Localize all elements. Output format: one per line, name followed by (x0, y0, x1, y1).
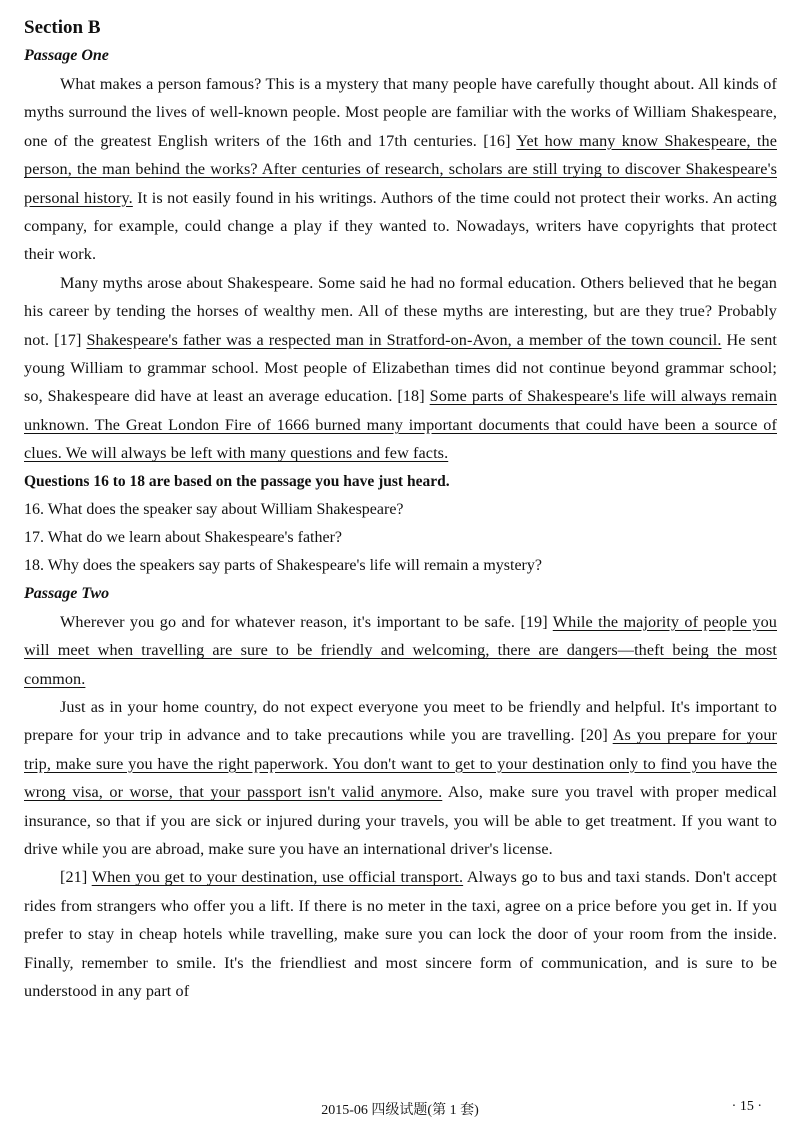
underlined-text-run: When you get to your destination, use official transport. (91, 868, 464, 887)
page-number: · 15 · (731, 1099, 762, 1114)
questions-heading: Questions 16 to 18 are based on the passage you have just heard. (24, 472, 450, 490)
page-footer (0, 1097, 800, 1121)
text-run: Also, make sure you travel with proper medical insurance, so that if you are sick or injured during your travels, you will be able to get treatment. If you want to drive while you are abroad, make sure you have an international driver's license. (24, 783, 777, 858)
underlined-text-run: As you prepare for your trip, make sure you have the right paperwork. You don't want to get to your destination only to find you have the wrong visa, or worse, that your passport isn't valid anymore. (24, 726, 778, 802)
text-run: Always go to bus and taxi stands. Don't accept rides from strangers who offer you a lift. If there is no meter in the taxi, agree on a price before you get in. If you prefer to stay in cheap hotels while travelling, make sure you can lock the door of your room from the inside. Finally, remember to smile. It's the friendliest and most sincere form of communication, and is sure to be understood in any part of (24, 868, 777, 1000)
passage-two-paragraph-1 (24, 608, 777, 693)
passage-two-title: Passage Two (24, 584, 110, 602)
underlined-text-run: Shakespeare's father was a respected man in Stratford-on-Avon, a member of the town council. (86, 330, 722, 349)
underlined-text-run: Some parts of Shakespeare's life will always remain unknown. The Great London Fire of 1666 burned many important documents that could have been a source of clues. We will always be left with many questions and few facts. (24, 387, 777, 463)
underlined-text-run: While the majority of people you will meet when travelling are sure to be friendly and welcoming, there are dangers—theft being the most common. (24, 612, 778, 688)
passage-two-paragraph-3 (24, 863, 777, 1005)
text-run: Just as in your home country, do not expect everyone you meet to be friendly and helpful. It's important to prepare for your trip in advance and to take precautions while you are travelling. [20] (24, 697, 777, 745)
document-page (24, 14, 777, 1005)
section-title: Section B (24, 17, 101, 38)
text-run: Many myths arose about Shakespeare. Some said he had no formal education. Others believed that he began his career by tending the horses of wealthy men. All of these myths are interesting, but are they true? Probably not. [17] (24, 273, 777, 349)
text-run: He sent young William to grammar school. Most people of Elizabethan times did not continue beyond grammar school; so, Shakespeare did have at least an average education. [18] (24, 330, 777, 406)
text-run: It is not easily found in his writings. Authors of the time could not protect their works. An acting company, for example, could change a play if they wanted to. Nowadays, writers have copyrights that protect their work. (24, 188, 777, 264)
passage-one-paragraph-2 (24, 269, 777, 468)
passage-one-title: Passage One (24, 47, 109, 64)
footer-exam-title: 2015-06 四级试题(第 1 套) (321, 1103, 479, 1118)
question-17: 17. What do we learn about Shakespeare's father? (24, 528, 343, 546)
question-18: 18. Why does the speakers say parts of Shakespeare's life will remain a mystery? (24, 556, 542, 574)
passage-two-paragraph-2 (24, 693, 777, 863)
underlined-text-run: Yet how many know Shakespeare, the person, the man behind the works? After centuries of research, scholars are still trying to discover Shakespeare's personal history. (24, 131, 777, 207)
passage-one-paragraph-1 (24, 70, 777, 269)
text-run: What makes a person famous? This is a mystery that many people have carefully thought about. All kinds of myths surround the lives of well-known people. Most people are familiar with the works of William Shakespeare, one of the greatest English writers of the 16th and 17th centuries. [16] (24, 75, 777, 150)
text-run: [21] (60, 868, 92, 887)
question-16: 16. What does the speaker say about William Shakespeare? (24, 500, 404, 518)
text-run: Wherever you go and for whatever reason, it's important to be safe. [19] (60, 612, 553, 631)
